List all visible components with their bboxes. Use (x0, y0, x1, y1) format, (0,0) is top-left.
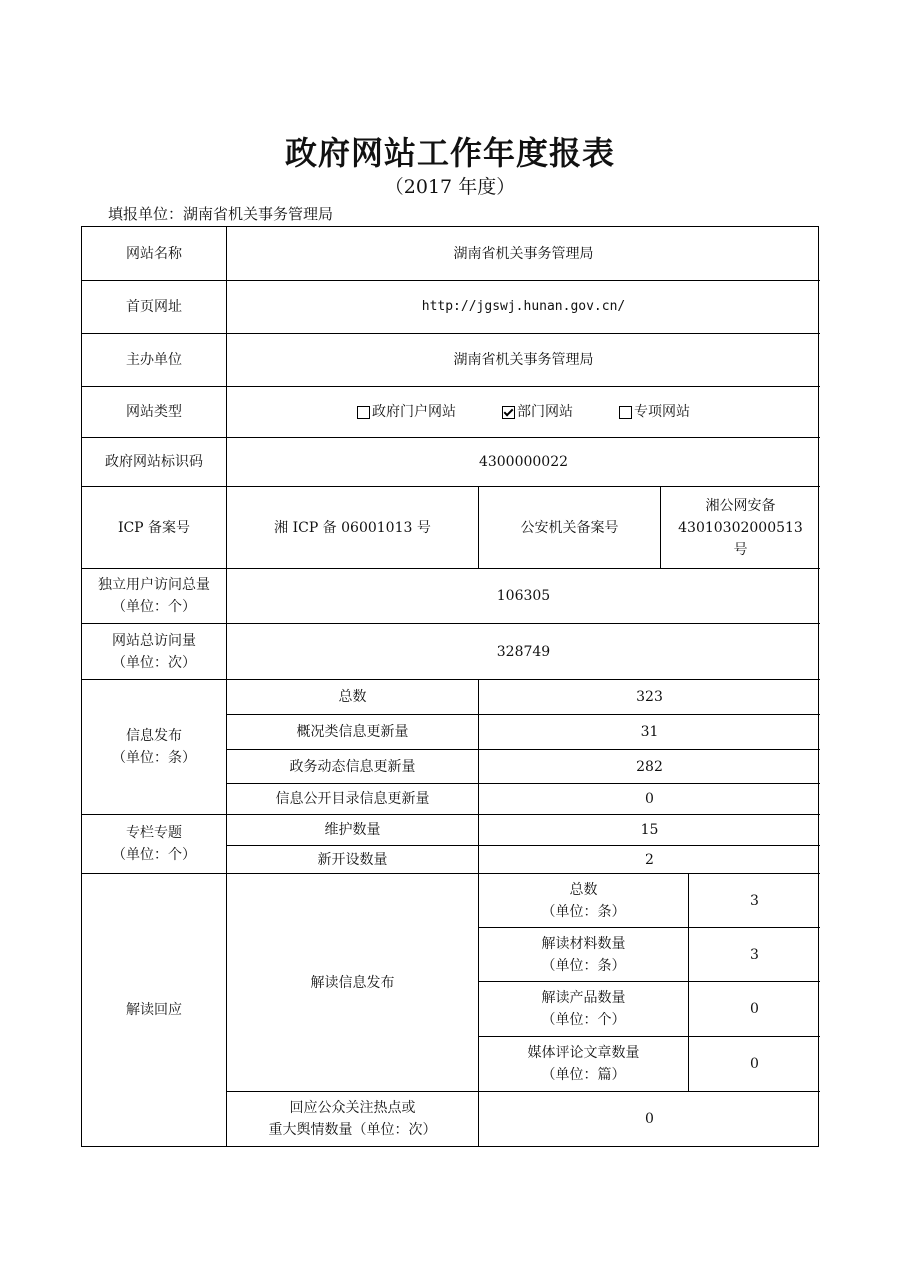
response-label: 解读回应 (82, 873, 226, 1146)
columns-maintained-value: 15 (478, 814, 820, 845)
unique-visitors-label-line2: （单位：个） (112, 599, 196, 615)
total-visits-label-line1: 网站总访问量 (112, 632, 196, 649)
columns-maintained-label: 维护数量 (226, 814, 478, 845)
site-code-value: 4300000022 (226, 437, 820, 486)
columns-new-label: 新开设数量 (226, 845, 478, 873)
option-label: 专项网站 (634, 404, 690, 420)
police-record-line2: 43010302000513 (678, 519, 803, 536)
info-total-label: 总数 (226, 679, 478, 714)
media-articles-label (478, 1036, 688, 1091)
host-value: 湖南省机关事务管理局 (226, 333, 820, 386)
homepage-url[interactable]: http://jgswj.hunan.gov.cn/ (226, 280, 820, 333)
info-catalog-label: 信息公开目录信息更新量 (226, 783, 478, 814)
hotspot-line2: 重大舆情数量（单位：次） (268, 1122, 437, 1138)
media-articles-line2: （单位：篇） (541, 1067, 626, 1083)
media-articles-line1: 媒体评论文章数量 (527, 1045, 640, 1061)
icp-value: 湘 ICP 备 06001013 号 (226, 486, 478, 568)
info-dynamics-value: 282 (478, 749, 820, 783)
site-type-option-department[interactable] (502, 401, 573, 423)
site-name-value: 湖南省机关事务管理局 (226, 227, 820, 280)
total-visits-label (82, 623, 226, 679)
interp-products-value: 0 (688, 981, 820, 1036)
info-overview-value: 31 (478, 714, 820, 749)
report-title: 政府网站工作年度报表 (284, 134, 615, 172)
site-code-label: 政府网站标识码 (82, 437, 226, 486)
info-catalog-value: 0 (478, 783, 820, 814)
columns-label (82, 814, 226, 873)
info-total-value: 323 (478, 679, 820, 714)
interp-materials-line2: （单位：条） (541, 957, 626, 974)
total-visits-label-line2: （单位：次） (112, 654, 196, 671)
checkbox-unchecked-icon[interactable] (357, 406, 370, 419)
interp-products-label (478, 981, 688, 1036)
checkbox-unchecked-icon[interactable] (619, 406, 632, 419)
media-articles-value: 0 (688, 1036, 820, 1091)
interp-products-line2: （单位：个） (541, 1012, 626, 1028)
interp-total-label (478, 873, 688, 927)
site-type-options (226, 386, 820, 437)
icp-label: ICP 备案号 (82, 486, 226, 568)
interp-materials-value: 3 (688, 927, 820, 981)
columns-label-line1: 专栏专题 (126, 825, 182, 841)
unique-visitors-value: 106305 (226, 568, 820, 623)
info-dynamics-label: 政务动态信息更新量 (226, 749, 478, 783)
site-type-option-special[interactable] (619, 401, 690, 423)
police-record-line1: 湘公网安备 (705, 497, 776, 514)
interp-materials-line1: 解读材料数量 (541, 935, 626, 952)
checkbox-checked-icon[interactable] (502, 406, 515, 419)
reporting-unit: 填报单位：湖南省机关事务管理局 (108, 205, 334, 223)
info-publish-label-line1: 信息发布 (126, 728, 182, 744)
interp-total-line1: 总数 (569, 881, 598, 898)
columns-new-value: 2 (478, 845, 820, 873)
hotspot-response-value: 0 (478, 1091, 820, 1146)
option-label: 政府门户网站 (372, 404, 456, 420)
total-visits-value: 328749 (226, 623, 820, 679)
interp-products-line1: 解读产品数量 (541, 990, 626, 1006)
site-type-option-portal[interactable] (357, 401, 456, 423)
info-overview-label: 概况类信息更新量 (226, 714, 478, 749)
report-year: （2017 年度） (384, 176, 516, 198)
unique-visitors-label (82, 568, 226, 623)
interpretation-label: 解读信息发布 (226, 873, 478, 1091)
info-publish-label-line2: （单位：条） (112, 750, 196, 766)
police-record-value (660, 486, 820, 568)
homepage-label: 首页网址 (82, 280, 226, 333)
interp-total-value: 3 (688, 873, 820, 927)
police-record-label: 公安机关备案号 (478, 486, 660, 568)
interp-total-line2: （单位：条） (541, 903, 626, 920)
hotspot-line1: 回应公众关注热点或 (289, 1100, 416, 1116)
report-table (81, 226, 819, 1147)
police-record-line3: 号 (733, 541, 748, 558)
columns-label-line2: （单位：个） (112, 847, 196, 863)
interp-materials-label (478, 927, 688, 981)
unique-visitors-label-line1: 独立用户访问总量 (98, 577, 210, 593)
host-label: 主办单位 (82, 333, 226, 386)
info-publish-label (82, 679, 226, 814)
site-name-label: 网站名称 (126, 245, 182, 262)
option-label: 部门网站 (517, 404, 573, 420)
hotspot-response-label (226, 1091, 478, 1146)
site-type-label: 网站类型 (82, 386, 226, 437)
